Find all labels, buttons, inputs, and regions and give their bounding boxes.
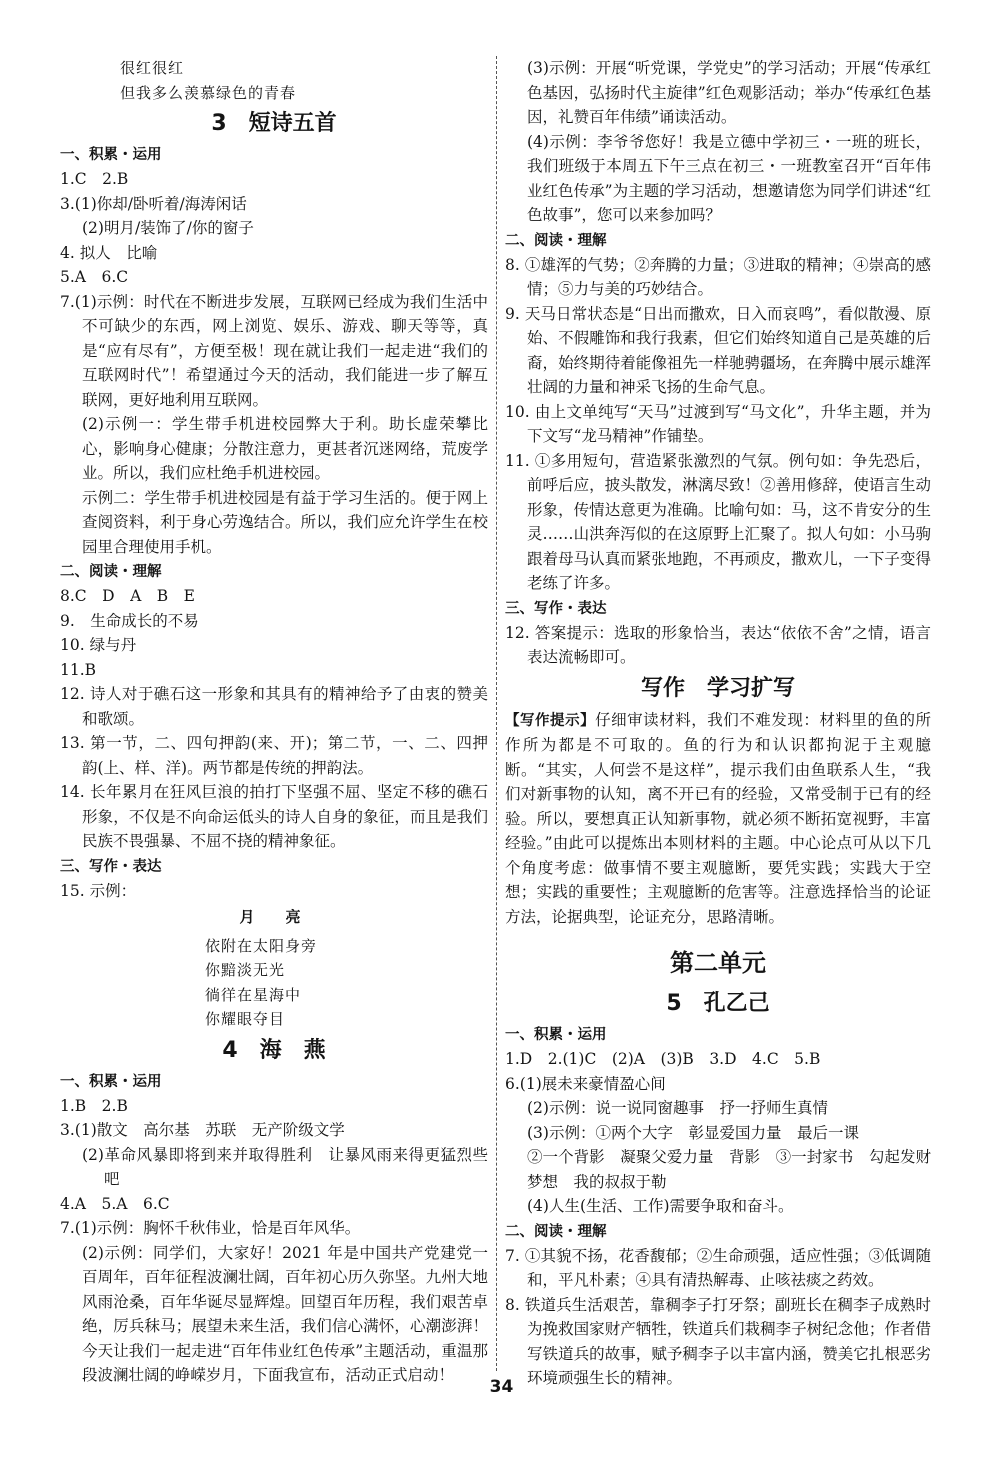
- answer: 4.A 5.A 6.C: [60, 1194, 170, 1213]
- writing-tip: [505, 708, 931, 930]
- answer: 1.D 2.(1)C (2)A (3)B 3.D 4.C 5.B: [505, 1050, 821, 1068]
- poem-line: 依附在太阳身旁: [205, 936, 318, 955]
- lesson-title: 4 海 燕: [222, 1037, 326, 1063]
- answer: (2)明月/装饰了/你的窗子: [82, 219, 254, 237]
- answer: (3)示例：①两个大字 彰显爱国力量 最后一课: [527, 1123, 859, 1142]
- section-heading: 三、写作・表达: [505, 600, 607, 617]
- section-heading: 一、积累・运用: [505, 1027, 607, 1043]
- section-heading: 三、写作・表达: [60, 858, 162, 875]
- left-column: [60, 56, 488, 1388]
- answer: 1.C 2.B: [60, 170, 129, 188]
- answer: 7.(1)示例：时代在不断进步发展，互联网已经成为我们生活中不可缺少的东西，网上浏览、娱乐、游戏、聊天等等，真是“应有尽有”，方便至极！现在就让我们一起走进“我们的互联网时代”！希望通过今天的活动，我们能进一步了解互联网，更好地利用互联网。: [60, 292, 488, 409]
- section-heading: 二、阅读・理解: [505, 232, 607, 249]
- answer: (2)示例：说一说同窗趣事 抒一抒师生真情: [527, 1099, 828, 1117]
- answer: 13. 第一节，二、四句押韵(来、开)；第二节，一、二、四押韵(上、样、洋)。两节都是传统的押韵法。: [60, 734, 488, 777]
- right-column: [505, 56, 931, 1391]
- section-heading: 一、积累・运用: [60, 1073, 162, 1090]
- answer: 3.(1)你却/卧听着/海涛闲话: [60, 194, 247, 213]
- unit-title: 第二单元: [670, 949, 766, 977]
- answer: 9. 生命成长的不易: [60, 611, 199, 630]
- answer: ②一个背影 凝聚父爱力量 背影 ③一封家书 勾起发财梦想 我的叔叔于勒: [527, 1148, 931, 1191]
- answer: (2)示例一：学生带手机进校园弊大于利。助长虚荣攀比心，影响身心健康；分散注意力，更甚者沉迷网络，荒废学业。所以，我们应杜绝手机进校园。: [82, 415, 488, 482]
- writing-tip-text: 仔细审读材料，我们不难发现：材料里的鱼的所作所为都是不可取的。鱼的行为和认识都拘泥于主观臆断。“其实，人何尝不是这样”，提示我们由鱼联系人生，“我们对新事物的认知，离不开已有的经验，又常受制于已有的经验。所以，要想真正认知新事物，就必须不断拓宽视野，丰富经验。”由此可以提炼出本则材料的主题。中心论点可从以下几个角度考虑：做事情不要主观臆断，要凭实践；实践大于空想；实践的重要性；主观臆断的危害等。注意选择恰当的论证方法，论据典型，论证充分，思路清晰。: [505, 710, 931, 926]
- answer: 12. 答案提示：选取的形象恰当，表达“依依不舍”之情，语言表达流畅即可。: [505, 623, 931, 666]
- answer: 11. ①多用短句，营造紧张激烈的气氛。例句如：争先恐后，前呼后应，披头散发，淋漓尽致！②善用修辞，使语言生动形象，传情达意更为准确。比喻句如：马，这不肯安分的生灵……山洪奔泻似的在这原野上汇聚了。拟人句如：小马驹跟着母马认真而紧张地跑，不再顽皮，撒欢儿，一下子变得老练了许多。: [505, 451, 931, 592]
- answer: 7.(1)示例：胸怀千秋伟业，恰是百年风华。: [60, 1219, 361, 1237]
- answer: 10. 绿与丹: [60, 636, 137, 654]
- answer: (4)人生(生活、工作)需要争取和奋斗。: [527, 1197, 794, 1215]
- answer: 10. 由上文单纯写“天马”过渡到写“马文化”，升华主题，并为下文写“龙马精神”作铺垫。: [505, 402, 931, 445]
- answer: 14. 长年累月在狂风巨浪的拍打下坚强不屈、坚定不移的礁石形象，不仅是不向命运低头的诗人自身的象征，而且是我们民族不畏强暴、不屈不挠的精神象征。: [60, 783, 488, 850]
- answer: 7. ①其貌不扬，花香馥郁；②生命顽强，适应性强；③低调随和，平凡朴素；④具有清热解毒、止咳祛痰之药效。: [505, 1246, 931, 1289]
- answer: 8.C D A B E: [60, 587, 195, 605]
- poem-line: 很红很红: [120, 59, 185, 77]
- section-heading: 二、阅读・理解: [60, 564, 162, 580]
- lesson-title: 5 孔乙己: [666, 991, 770, 1016]
- page-number: 34: [489, 1377, 514, 1397]
- section-heading: 一、积累・运用: [60, 147, 162, 163]
- answer: 12. 诗人对于礁石这一形象和其具有的精神给予了由衷的赞美和歌颂。: [60, 685, 488, 728]
- answer: 15. 示例：: [60, 881, 137, 900]
- answer: 8. ①雄浑的气势；②奔腾的力量；③进取的精神；④崇高的感情；⑤力与美的巧妙结合。: [505, 255, 931, 298]
- poem-title: 月 亮: [239, 908, 309, 926]
- answer: (2)革命风暴即将到来并取得胜利 让暴风雨来得更猛烈些吧: [82, 1145, 488, 1188]
- poem-line: 但我多么羡慕绿色的青春: [120, 83, 297, 102]
- answer: 示例二：学生带手机进校园是有益于学习生活的。便于网上查阅资料，利于身心劳逸结合。所以，我们应允许学生在校园里合理使用手机。: [82, 488, 488, 556]
- lesson-title: 3 短诗五首: [211, 111, 337, 136]
- section-heading: 二、阅读・理解: [505, 1223, 607, 1240]
- poem-line: 徜徉在星海中: [205, 985, 302, 1004]
- answer: 5.A 6.C: [60, 268, 129, 286]
- answer: (4)示例：李爷爷您好！我是立德中学初三・一班的班长，我们班级于本周五下午三点在初三・一班教室召开“百年伟业红色传承”为主题的学习活动，想邀请您为同学们讲述“红色故事”，您可以来参加吗？: [527, 132, 931, 224]
- answer: 3.(1)散文 高尔基 苏联 无产阶级文学: [60, 1121, 345, 1139]
- writing-title: 写作 学习扩写: [640, 675, 795, 701]
- answer: (3)示例：开展“听党课，学党史”的学习活动；开展“传承红色基因，弘扬时代主旋律”红色观影活动；举办“传承红色基因，礼赞百年伟绩”诵读活动。: [527, 59, 931, 126]
- column-divider: [496, 56, 497, 1371]
- answer: 1.B 2.B: [60, 1096, 128, 1115]
- poem-line: 你黯淡无光: [205, 961, 286, 979]
- answer: 4. 拟人 比喻: [60, 243, 158, 262]
- answer: 11.B: [60, 660, 97, 679]
- poem-line: 你耀眼夺目: [205, 1010, 286, 1028]
- answer: 8. 铁道兵生活艰苦，靠稠李子打牙祭；副班长在稠李子成熟时为挽救国家财产牺牲，铁道兵们栽稠李子树纪念他；作者借写铁道兵的故事，赋予稠李子以丰富内涵，赞美它扎根恶劣环境顽强生长的精神。: [505, 1295, 931, 1387]
- writing-tip-label: 【写作提示】: [505, 712, 596, 729]
- answer: (2)示例：同学们，大家好！2021 年是中国共产党建党一百周年，百年征程波澜壮阔，百年初心历久弥坚。九州大地风雨沧桑，百年华诞尽显辉煌。回望百年历程，我们艰苦卓绝，厉兵秣马；展望未来生活，我们信心满怀，心潮澎湃！今天让我们一起走进“百年伟业红色传承”主题活动，重温那段波澜壮阔的峥嵘岁月，下面我宣布，活动正式启动！: [82, 1243, 488, 1384]
- answer: 9. 天马日常状态是“日出而撒欢，日入而哀鸣”，看似散漫、原始、不假雕饰和我行我素，但它们始终知道自己是英雄的后裔，始终期待着能像祖先一样驰骋疆场，在奔腾中展示雄浑壮阔的力量和神采飞扬的生命气息。: [505, 304, 931, 396]
- answer: 6.(1)展未来豪情盈心间: [505, 1074, 666, 1093]
